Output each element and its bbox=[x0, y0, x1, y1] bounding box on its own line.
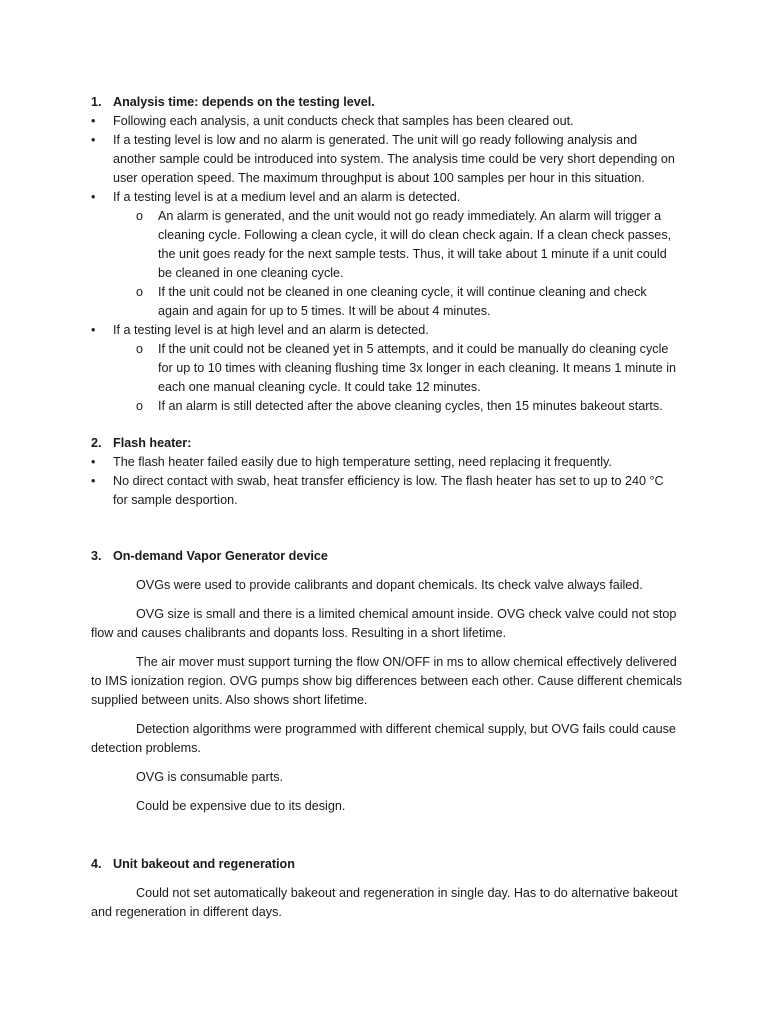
section-2-heading bbox=[91, 434, 191, 453]
section-title: Unit bakeout and regeneration bbox=[113, 857, 295, 871]
sub-list-item bbox=[136, 340, 681, 397]
section-number: 1. bbox=[91, 95, 102, 109]
section-3-heading bbox=[91, 547, 328, 566]
section-number: 4. bbox=[91, 857, 102, 871]
section-number: 2. bbox=[91, 436, 102, 450]
paragraph: OVG is consumable parts. bbox=[136, 770, 283, 784]
sub-list-item bbox=[136, 283, 666, 321]
paragraph: The air mover must support turning the flow ON/OFF in ms to allow chemical effectively delivered to IMS ionization region. OVG pumps show big differences between each other. Cause different chemicals supplied between units. Also shows short lifetime. bbox=[91, 655, 683, 707]
bullet-icon: • bbox=[91, 114, 96, 128]
paragraph: Detection algorithms were programmed with different chemical supply, but OVG fails could cause detection problems. bbox=[91, 722, 676, 755]
section-title: Flash heater: bbox=[113, 436, 192, 450]
list-item bbox=[91, 131, 681, 188]
list-item bbox=[91, 453, 691, 472]
list-item-text: No direct contact with swab, heat transfer efficiency is low. The flash heater has set to up to 240 °C for sample desportion. bbox=[113, 474, 664, 507]
bullet-icon: • bbox=[91, 474, 96, 488]
sub-bullet-icon: o bbox=[136, 285, 144, 299]
bullet-icon: • bbox=[91, 455, 96, 469]
sub-list-item bbox=[136, 397, 696, 416]
sub-list-item bbox=[136, 207, 681, 283]
section-number: 3. bbox=[91, 549, 102, 563]
list-item bbox=[91, 188, 691, 207]
list-item-text: The flash heater failed easily due to high temperature setting, need replacing it frequently. bbox=[113, 455, 612, 469]
bullet-icon: • bbox=[91, 323, 96, 337]
list-item-text: If a testing level is at high level and an alarm is detected. bbox=[113, 323, 429, 337]
sub-list-item-text: If the unit could not be cleaned in one cleaning cycle, it will continue cleaning and check again and again for up to 5 times. It will be about 4 minutes. bbox=[158, 285, 647, 318]
section-title: On-demand Vapor Generator device bbox=[113, 549, 328, 563]
sub-list-item-text: If an alarm is still detected after the above cleaning cycles, then 15 minutes bakeout starts. bbox=[158, 399, 663, 413]
sub-bullet-icon: o bbox=[136, 399, 144, 413]
list-item bbox=[91, 321, 691, 340]
bullet-icon: • bbox=[91, 133, 96, 147]
sub-list-item-text: If the unit could not be cleaned yet in 5 attempts, and it could be manually do cleaning cycle for up to 10 times with cleaning flushing time 3x longer in each cleaning. It means 1 minute in each one manual cleaning cycle. It could take 12 minutes. bbox=[158, 342, 677, 394]
section-title: Analysis time: depends on the testing level. bbox=[113, 95, 375, 109]
section-1-heading bbox=[91, 93, 375, 112]
paragraph: Could be expensive due to its design. bbox=[136, 799, 346, 813]
paragraph: Could not set automatically bakeout and regeneration in single day. Has to do alternative bakeout and regeneration in different days. bbox=[91, 886, 678, 919]
list-item-text: Following each analysis, a unit conducts check that samples has been cleared out. bbox=[113, 114, 574, 128]
bullet-icon: • bbox=[91, 190, 96, 204]
paragraph: OVGs were used to provide calibrants and dopant chemicals. Its check valve always failed. bbox=[136, 578, 643, 592]
list-item bbox=[91, 112, 691, 131]
sub-bullet-icon: o bbox=[136, 342, 144, 356]
list-item-text: If a testing level is low and no alarm is generated. The unit will go ready following analysis and another sample could be introduced into system. The analysis time could be very short depending on user operation speed. The maximum throughput is about 100 samples per hour in this situation. bbox=[113, 133, 675, 185]
paragraph: OVG size is small and there is a limited chemical amount inside. OVG check valve could not stop flow and causes chalibrants and dopants loss. Resulting in a short lifetime. bbox=[91, 607, 677, 640]
sub-bullet-icon: o bbox=[136, 209, 144, 223]
sub-list-item-text: An alarm is generated, and the unit would not go ready immediately. An alarm will trigger a cleaning cycle. Following a clean cycle, it will do clean check again. If a clean check passes, the unit goes ready for the next sample tests. Thus, it will take about 1 minute if a unit could be cleaned in one cleaning cycle. bbox=[158, 209, 672, 280]
list-item bbox=[91, 472, 681, 510]
section-4-heading bbox=[91, 855, 295, 874]
list-item-text: If a testing level is at a medium level and an alarm is detected. bbox=[113, 190, 461, 204]
